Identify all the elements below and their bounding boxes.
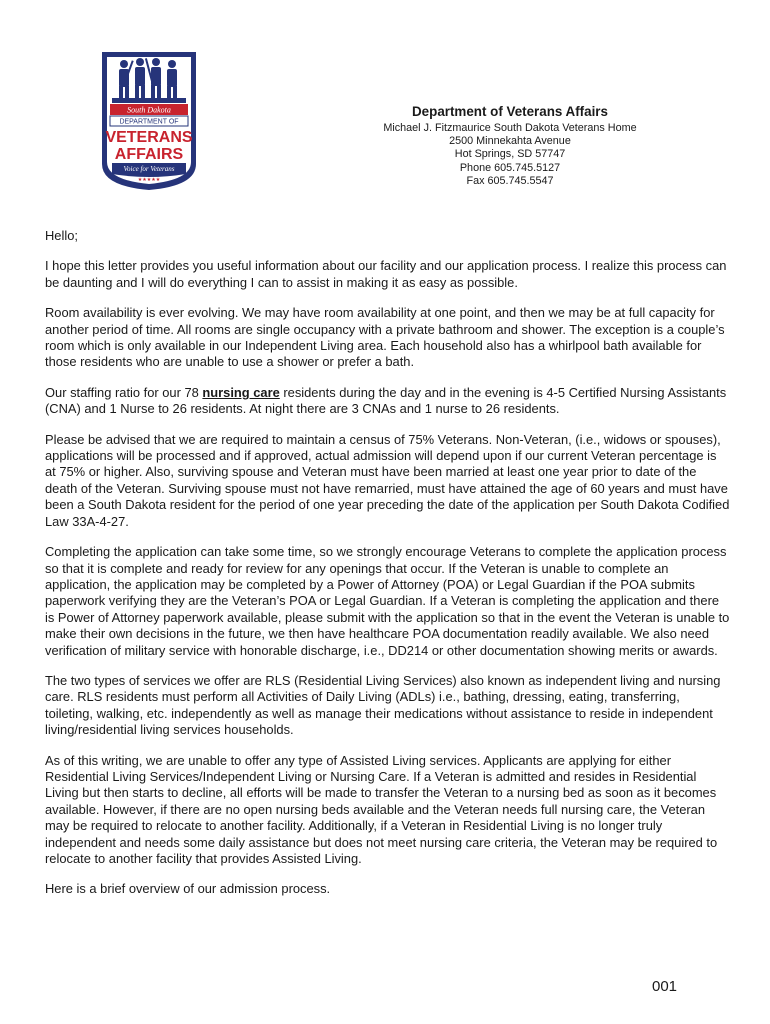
logo-stars-icon: ★★★★★ [137, 177, 161, 183]
logo-name-line2: AFFAIRS [114, 146, 184, 163]
paragraph-application: Completing the application can take some time, so we strongly encourage Veterans to complete the application process so that it is complete and ready for review for any openings that occur. If the Veteran is unable to complete an application, the application may be completed by a Power of Attorney (POA) or Legal Guardian if the POA submits paperwork verifying they are the Veteran’s POA or Legal Guardian. If a Veteran is completing the application and there is Power of Attorney paperwork available, please submit with the application so that in the event the Veteran is unable to make their own decisions in the future, we then have healthcare POA documentation readily available. We also need verification of military service with honorable discharge, i.e., DD214 or other documentation showing merits or awards. [45, 544, 730, 658]
paragraph-services: The two types of services we offer are RLS (Residential Living Services) also known as independent living and nursing care. RLS residents must perform all Activities of Daily Living (ADLs) i.e., bathing, dressing, eating, transferring, toileting, walking, etc. independently as well as manage their medications without assistance to reside in independent living/residential living services households. [45, 672, 721, 738]
logo-tagline-text: Voice for Veterans [123, 165, 175, 173]
veterans-affairs-logo [94, 46, 204, 192]
page-number: 001 [652, 978, 678, 995]
logo-state-text: South Dakota [127, 105, 171, 115]
greeting: Hello; [45, 228, 78, 243]
facility-name: Michael J. Fitzmaurice South Dakota Veterans Home [383, 122, 637, 134]
street-address: 2500 Minnekahta Avenue [449, 135, 571, 148]
staffing-text-start: Our staffing ratio for our 78 [45, 384, 203, 400]
paragraph-assisted-living: As of this writing, we are unable to offer any type of Assisted Living services. Applicants are applying for either Residential Living Services/Independent Living or Nursing Care. If a Veteran is admitted and resides in Residential Living but then starts to decline, all efforts will be made to transfer the Veteran to a nursing bed as soon as it becomes available. However, if there are no open nursing beds available and the Veteran needs full nursing care, the Veteran may be required to relocate to another facility. Additionally, if a Veteran in Residential Living is no longer truly independent and needs some daily assistance but does not meet nursing care criteria, the Veteran may be required to relocate to another facility that provides Assisted Living. [45, 752, 718, 866]
logo-badge [94, 46, 204, 192]
department-title: Department of Veterans Affairs [412, 104, 608, 119]
fax-number: Fax 605.745.5547 [466, 174, 554, 187]
paragraph-census: Please be advised that we are required to maintain a census of 75% Veterans. Non-Veteran, (i.e., widows or spouses), applications will be processed and if approved, actual admission will depend upon if our current Veteran percentage is at 75% or higher. Also, surviving spouse and Veteran must have been married at least one year prior to date of the death of the Veteran. Surviving spouse must not have remarried, must have attained the age of 60 years and must have been a South Dakota resident for the period of one year preceding the date of the application per South Dakota Codified Law 33A-4-27. [45, 431, 730, 529]
paragraph-intro: I hope this letter provides you useful information about our facility and our application process. I realize this process can be daunting and I will do everything I can to assist in making it as easy as possible. [45, 258, 727, 290]
logo-name-line1: VETERANS [105, 129, 193, 146]
logo-dept-text: DEPARTMENT OF [119, 118, 179, 126]
paragraph-room-availability: Room availability is ever evolving. We may have room availability at one point, and then we may be at full capacity for another period of time. All rooms are single occupancy with a private bathroom and shower. The exception is a couple’s room which is only available in our Independent Living area. Each household also has a whirlpool bath available for those residents who are unable to use a shower or prefer a bath. [45, 305, 725, 370]
letter-body [45, 228, 730, 912]
staffing-text-end: residents during the day and in the evening is 4-5 Certified Nursing Assistants (CNA) and 1 Nurse to 26 residents. At night there are 3 CNAs and 1 nurse to 26 residents. [45, 384, 727, 417]
paragraph-overview: Here is a brief overview of our admission process. [45, 881, 331, 897]
letterhead [340, 104, 680, 188]
paragraph-staffing [45, 385, 730, 418]
phone-number: Phone 605.745.5127 [459, 161, 561, 174]
city-state-zip: Hot Springs, SD 57747 [454, 148, 566, 161]
nursing-care-emphasis: nursing care [202, 384, 280, 400]
